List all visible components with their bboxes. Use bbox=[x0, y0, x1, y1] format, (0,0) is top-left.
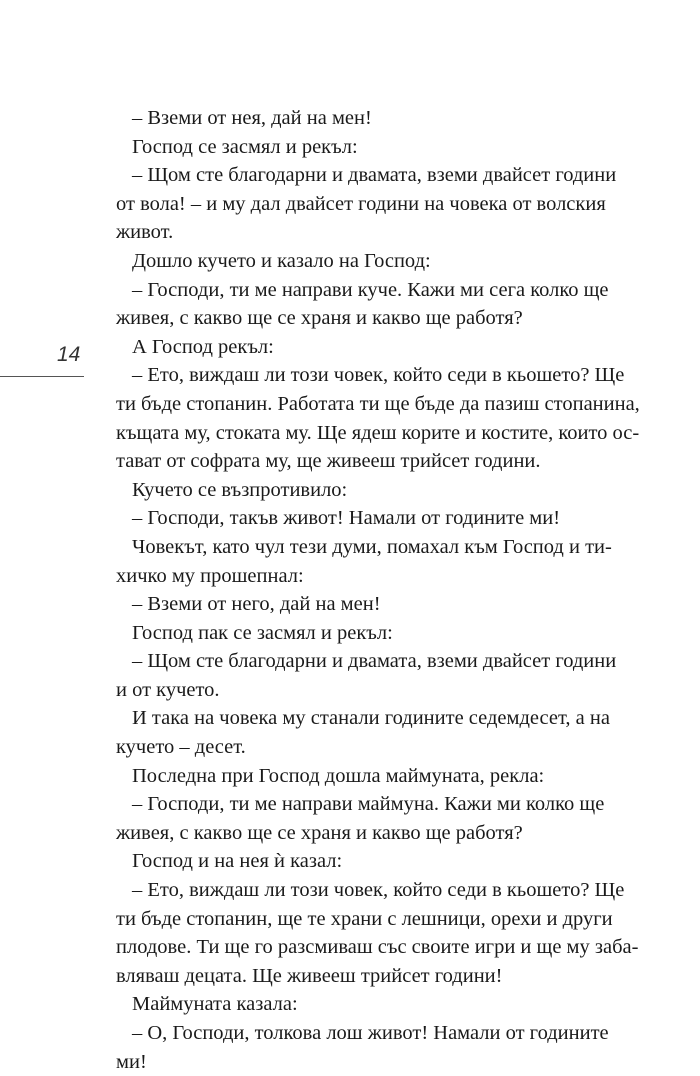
page-number-rule bbox=[0, 376, 84, 377]
text-line: ми! bbox=[116, 1050, 147, 1073]
text-line: живея, с какво ще се храня и какво ще работя? bbox=[116, 307, 523, 330]
text-line: къщата му, стоката му. Ще ядеш корите и костите, които ос- bbox=[116, 421, 640, 444]
body-text bbox=[116, 104, 640, 1076]
text-line: – Щом сте благодарни и двамата, вземи двайсет години bbox=[132, 164, 617, 187]
text-line: живот. bbox=[116, 221, 174, 244]
text-line: – Ето, виждаш ли този човек, който седи в кьошето? Ще bbox=[132, 364, 625, 387]
text-line: живея, с какво ще се храня и какво ще работя? bbox=[116, 821, 523, 844]
text-line: И така на човека му станали годините седемдесет, а на bbox=[132, 707, 610, 730]
text-line: – Господи, такъв живот! Намали от годините ми! bbox=[132, 507, 561, 530]
text-line: Дошло кучето и казало на Господ: bbox=[132, 249, 431, 272]
text-line: Господ пак се засмял и рекъл: bbox=[132, 621, 393, 644]
text-line: ти бъде стопанин, ще те храни с лешници, орехи и други bbox=[116, 907, 613, 930]
text-line: – Вземи от него, дай на мен! bbox=[132, 593, 381, 616]
text-line: тават от софрата му, ще живееш трийсет години. bbox=[116, 450, 541, 473]
text-line: – Вземи от нея, дай на мен! bbox=[132, 107, 372, 129]
text-line: от вола! – и му дал двайсет години на човека от волския bbox=[116, 192, 606, 215]
text-line: вляваш децата. Ще живееш трийсет години! bbox=[116, 964, 503, 987]
text-line: Кучето се възпротивило: bbox=[132, 478, 348, 501]
text-line: ти бъде стопанин. Работата ти ще бъде да пазиш стопанина, bbox=[116, 392, 640, 415]
text-line: – Ето, виждаш ли този човек, който седи в кьошето? Ще bbox=[132, 879, 625, 902]
text-line: Маймуната казала: bbox=[132, 993, 298, 1016]
text-line: кучето – десет. bbox=[116, 736, 246, 759]
text-line: – О, Господи, толкова лош живот! Намали от годините bbox=[132, 1022, 609, 1044]
text-line: – Господи, ти ме направи маймуна. Кажи ми колко ще bbox=[132, 793, 605, 816]
text-line: Човекът, като чул тези думи, помахал към Господ и ти- bbox=[132, 535, 612, 558]
text-line: плодове. Ти ще го разсмиваш със своите игри и ще му заба- bbox=[116, 936, 639, 959]
text-line: Господ се засмял и рекъл: bbox=[132, 135, 358, 158]
text-line: Последна при Господ дошла маймуната, рекла: bbox=[132, 764, 545, 787]
text-line: А Господ рекъл: bbox=[132, 335, 274, 358]
text-line: и от кучето. bbox=[116, 678, 220, 701]
page-number: 14 bbox=[57, 343, 81, 366]
text-line: хичко му прошепнал: bbox=[116, 564, 304, 587]
text-line: – Господи, ти ме направи куче. Кажи ми сега колко ще bbox=[132, 278, 609, 301]
text-line: Господ и на нея ѝ казал: bbox=[132, 850, 343, 873]
text-line: – Щом сте благодарни и двамата, вземи двайсет години bbox=[132, 650, 617, 673]
